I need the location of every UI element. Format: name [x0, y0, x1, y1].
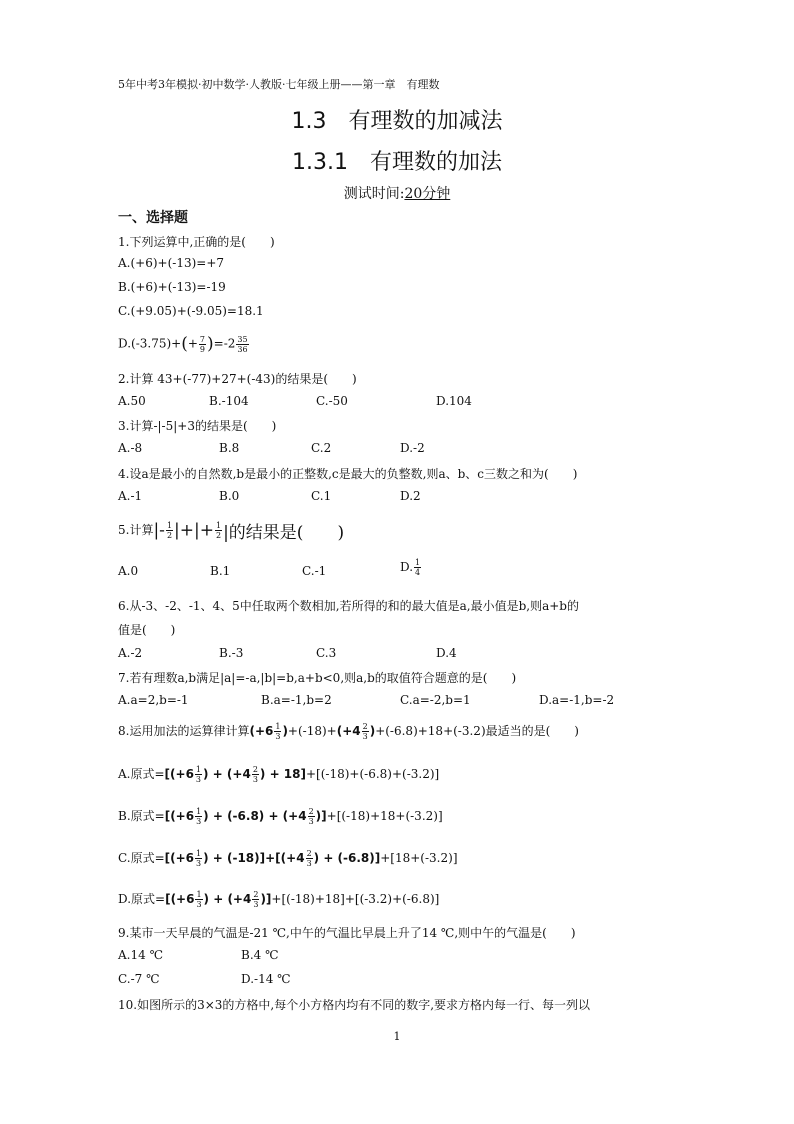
- question-1-option-c: C.(+9.05)+(-9.05)=18.1: [118, 304, 264, 318]
- question-4-stem: 4.设a是最小的自然数,b是最小的正整数,c是最大的负整数,则a、b、c三数之和为( ): [118, 467, 578, 481]
- fraction: $\frac{2}{3}$: [252, 765, 258, 784]
- question-3-option-c: C.2: [311, 441, 332, 455]
- question-6-option-a: A.-2: [118, 646, 143, 660]
- fraction: $\frac{2}{3}$: [362, 722, 368, 741]
- question-1-option-a: A.(+6)+(-13)=+7: [118, 256, 225, 270]
- fraction: $\frac{1}{2}$: [166, 521, 173, 540]
- page-number: 1: [393, 1030, 401, 1043]
- question-3-option-d: D.-2: [400, 441, 425, 455]
- fraction: $\frac{35}{36}$: [237, 334, 248, 354]
- question-8-option-a: A.原式=[(+6 $\frac{1}{3}$ ) + (+4 $\frac{2}{3}$ ) + 18]+[(-18)+(-6.8)+(-3.2)]: [118, 765, 440, 784]
- question-4-option-d: D.2: [400, 489, 421, 503]
- subsection-title: 1.3.1 有理数的加法: [292, 150, 502, 175]
- question-9-option-a: A.14 ℃: [118, 948, 163, 962]
- question-3-option-b: B.8: [219, 441, 240, 455]
- fraction: $\frac{1}{3}$: [196, 890, 202, 909]
- question-2-option-d: D.104: [436, 394, 472, 408]
- fraction: $\frac{1}{3}$: [195, 765, 202, 784]
- question-4-option-c: C.1: [311, 489, 332, 503]
- question-4-option-b: B.0: [219, 489, 240, 503]
- question-6-stem-line1: 6.从-3、-2、-1、4、5中任取两个数相加,若所得的和的最大值是a,最小值是b,则a+b的: [118, 599, 579, 613]
- section-title: 1.3 有理数的加减法: [291, 109, 503, 134]
- section-heading: 一、选择题: [118, 210, 188, 226]
- test-time: [0, 183, 794, 203]
- question-1-option-d: D.(-3.75)+(+ $\frac{7}{9}$ )=-2 $\frac{35}{36}$: [118, 334, 248, 354]
- question-8-option-b: B.原式=[(+6 $\frac{1}{3}$ ) + (-6.8) + (+4 $\frac{2}{3}$ )]+[(-18)+18+(-3.2)]: [118, 807, 443, 826]
- fraction: $\frac{7}{9}$: [199, 334, 205, 354]
- question-1-option-b: B.(+6)+(-13)=-19: [118, 280, 226, 294]
- question-5-option-b: B.1: [210, 564, 231, 578]
- question-2-stem: 2.计算 43+(-77)+27+(-43)的结果是( ): [118, 372, 357, 386]
- question-4-option-a: A.-1: [118, 489, 143, 503]
- question-2-option-c: C.-50: [316, 394, 348, 408]
- question-9-stem: 9.某市一天早晨的气温是-21 ℃,中午的气温比早晨上升了14 ℃,则中午的气温是( ): [118, 926, 576, 940]
- question-5-option-d: D. $\frac{1}{4}$: [400, 558, 421, 577]
- question-5-option-a: A.0: [118, 564, 139, 578]
- question-8-stem: 8.运用加法的运算律计算(+6 $\frac{1}{3}$ )+(-18)+(+4 $\frac{2}{3}$ )+(-6.8)+18+(-3.2)最适当的是( ): [118, 722, 579, 741]
- question-7-option-c: C.a=-2,b=1: [400, 693, 471, 707]
- question-3-option-a: A.-8: [118, 441, 143, 455]
- question-1-stem: 1.下列运算中,正确的是( ): [118, 235, 275, 249]
- fraction: $\frac{1}{2}$: [215, 521, 222, 540]
- question-6-option-c: C.3: [316, 646, 337, 660]
- question-3-stem: 3.计算-|-5|+3的结果是( ): [118, 419, 277, 433]
- question-6-stem-line2: 值是( ): [118, 623, 176, 637]
- fraction: $\frac{1}{3}$: [275, 722, 281, 741]
- question-7-stem: 7.若有理数a,b满足|a|=-a,|b|=b,a+b<0,则a,b的取值符合题意的是( ): [118, 671, 517, 685]
- question-5-option-c: C.-1: [302, 564, 327, 578]
- question-2-option-b: B.-104: [209, 394, 249, 408]
- question-7-option-a: A.a=2,b=-1: [118, 693, 189, 707]
- question-7-option-b: B.a=-1,b=2: [261, 693, 332, 707]
- question-8-option-c: C.原式=[(+6 $\frac{1}{3}$ ) + (-18)]+[(+4 $\frac{2}{3}$ ) + (-6.8)]+[18+(-3.2)]: [118, 849, 458, 868]
- fraction: $\frac{1}{3}$: [196, 849, 202, 868]
- fraction: $\frac{1}{4}$: [415, 558, 421, 577]
- fraction: $\frac{2}{3}$: [306, 849, 312, 868]
- fraction: $\frac{1}{3}$: [196, 807, 202, 826]
- running-header: 5年中考3年模拟·初中数学·人教版·七年级上册——第一章 有理数: [118, 78, 440, 91]
- question-8-option-d: D.原式=[(+6 $\frac{1}{3}$ ) + (+4 $\frac{2}{3}$ )]+[(-18)+18]+[(-3.2)+(-6.8)]: [118, 890, 440, 909]
- test-time-label: 测试时间:: [343, 186, 405, 202]
- question-6-option-b: B.-3: [219, 646, 244, 660]
- question-10-stem: 10.如图所示的3×3的方格中,每个小方格内均有不同的数字,要求方格内每一行、每一列以: [118, 998, 591, 1012]
- question-9-option-d: D.-14 ℃: [241, 972, 291, 986]
- fraction: $\frac{2}{3}$: [253, 890, 259, 909]
- fraction: $\frac{2}{3}$: [308, 807, 314, 826]
- question-9-option-b: B.4 ℃: [241, 948, 279, 962]
- question-5-stem: 5.计算|- $\frac{1}{2}$ |+|+ $\frac{1}{2}$ |的结果是( ): [118, 520, 345, 543]
- question-6-option-d: D.4: [436, 646, 457, 660]
- question-7-option-d: D.a=-1,b=-2: [539, 693, 615, 707]
- test-time-value: 20分钟: [404, 186, 451, 202]
- question-9-option-c: C.-7 ℃: [118, 972, 160, 986]
- question-2-option-a: A.50: [118, 394, 146, 408]
